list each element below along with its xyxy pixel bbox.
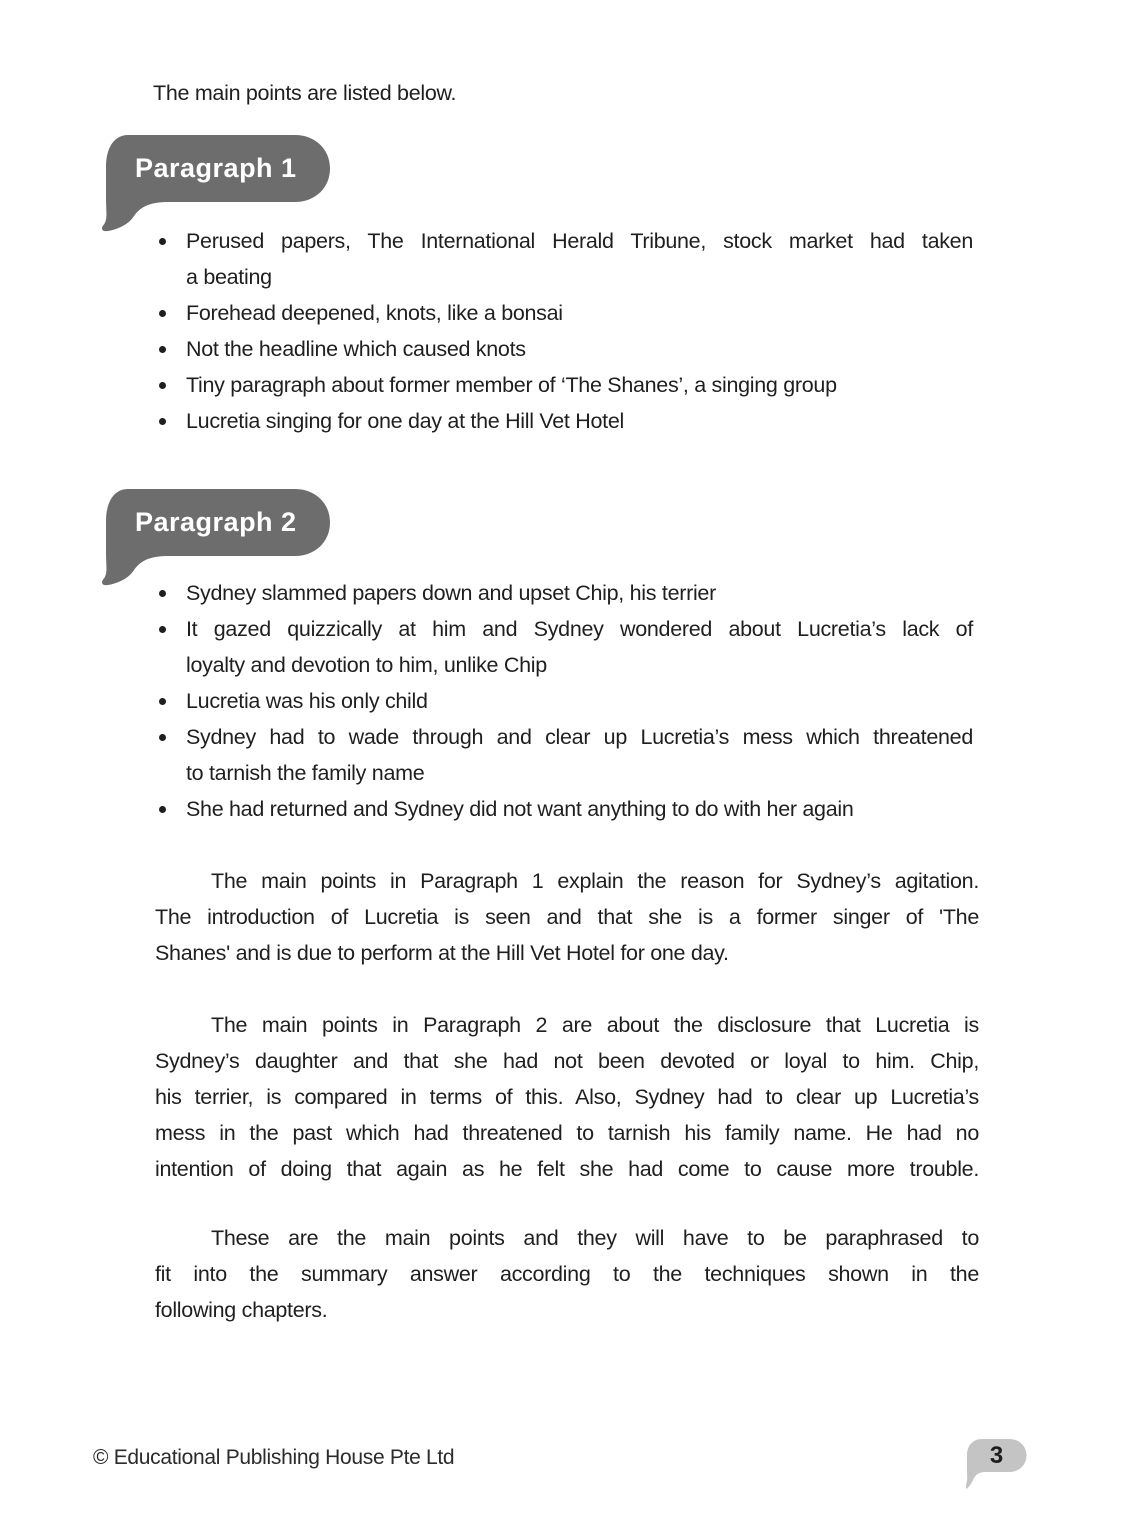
page-number-bubble xyxy=(966,1439,1028,1489)
paragraph-line: These are the main points and they will have to be paraphrased to xyxy=(211,1226,979,1250)
bullet-line: Not the headline which caused knots xyxy=(186,337,526,361)
paragraph-1-bubble xyxy=(95,135,330,232)
body-paragraph-2 xyxy=(155,1007,979,1187)
bullet-item xyxy=(155,611,973,683)
bullet-item xyxy=(155,719,973,791)
bullet-line: Sydney had to wade through and clear up Lucretia’s mess which threatened xyxy=(186,725,973,749)
bullet-item xyxy=(155,575,973,611)
body-paragraph-1 xyxy=(155,863,979,971)
paragraph-line: mess in the past which had threatened to tarnish his family name. He had no xyxy=(155,1121,979,1145)
paragraph-1-bullet-list xyxy=(155,223,973,439)
bullet-item xyxy=(155,791,973,827)
paragraph-line: The main points in Paragraph 2 are about the disclosure that Lucretia is xyxy=(211,1013,979,1037)
page-number: 3 xyxy=(989,1441,1004,1469)
bullet-line: loyalty and devotion to him, unlike Chip xyxy=(186,653,547,677)
bullet-line: Tiny paragraph about former member of ‘The Shanes’, a singing group xyxy=(186,373,837,397)
bullet-line: Forehead deepened, knots, like a bonsai xyxy=(186,301,563,325)
paragraph-2-label: Paragraph 2 xyxy=(135,507,297,537)
copyright-text: © Educational Publishing House Pte Ltd xyxy=(93,1446,455,1469)
bullet-line: to tarnish the family name xyxy=(186,761,425,785)
bullet-line: Lucretia singing for one day at the Hill Vet Hotel xyxy=(186,409,624,433)
bullet-line: Perused papers, The International Herald Tribune, stock market had taken xyxy=(186,229,973,253)
bullet-item xyxy=(155,367,973,403)
paragraph-line: fit into the summary answer according to the techniques shown in the xyxy=(155,1262,979,1286)
bullet-item xyxy=(155,295,973,331)
paragraph-line: intention of doing that again as he felt she had come to cause more trouble. xyxy=(155,1157,979,1181)
paragraph-line: The main points in Paragraph 1 explain the reason for Sydney’s agitation. xyxy=(211,869,979,893)
bullet-item xyxy=(155,403,973,439)
paragraph-1-label: Paragraph 1 xyxy=(135,153,297,183)
bullet-line: Lucretia was his only child xyxy=(186,689,428,713)
bullet-item xyxy=(155,683,973,719)
bullet-line: She had returned and Sydney did not want anything to do with her again xyxy=(186,797,854,821)
intro-text: The main points are listed below. xyxy=(153,81,457,105)
body-paragraph-3 xyxy=(155,1220,979,1328)
paragraph-line: The introduction of Lucretia is seen and that she is a former singer of 'The xyxy=(155,905,979,929)
paragraph-line: Shanes' and is due to perform at the Hill Vet Hotel for one day. xyxy=(155,941,729,965)
paragraph-line: following chapters. xyxy=(155,1298,328,1322)
bullet-line: It gazed quizzically at him and Sydney wondered about Lucretia’s lack of xyxy=(186,617,973,641)
bullet-line: Sydney slammed papers down and upset Chip, his terrier xyxy=(186,581,716,605)
bullet-item xyxy=(155,331,973,367)
paragraph-line: his terrier, is compared in terms of this. Also, Sydney had to clear up Lucretia’s xyxy=(155,1085,979,1109)
paragraph-line: Sydney’s daughter and that she had not been devoted or loyal to him. Chip, xyxy=(155,1049,979,1073)
bullet-line: a beating xyxy=(186,265,272,289)
bullet-item xyxy=(155,223,973,295)
paragraph-2-bullet-list xyxy=(155,575,973,827)
paragraph-2-bubble xyxy=(95,489,330,586)
